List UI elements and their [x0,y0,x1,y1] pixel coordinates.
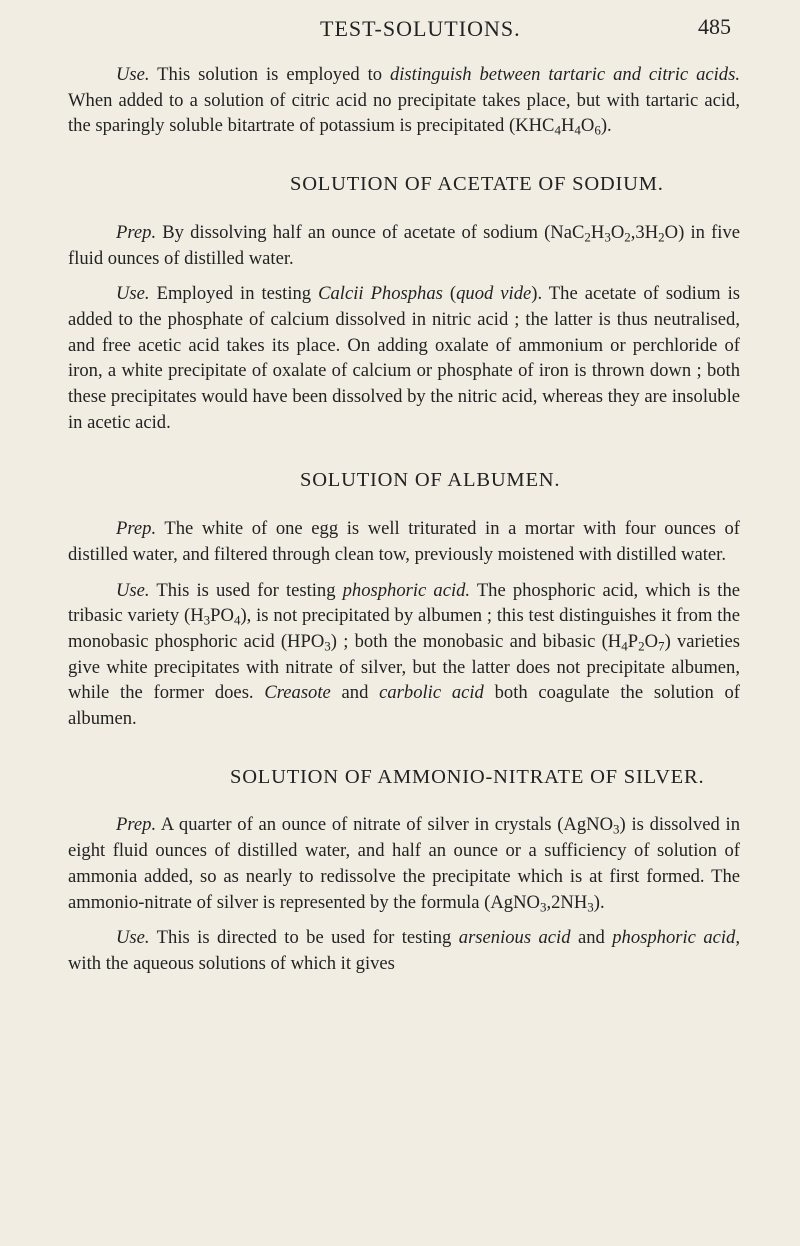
use-lead: Use. [116,64,150,85]
page-header [0,6,800,46]
section-heading-acetate: SOLUTION OF ACETATE OF SODIUM. [290,173,664,196]
intro-use-paragraph: Use. This solution is employed to distinguish between tartaric and citric acids. When added to a solution of citric acid no precipitate takes place, but with tartaric acid, the sparingly soluble bitartrate of potassium is precipitated $(KHC_4H_4O_6)$. [68,64,740,138]
albumen-use-paragraph: Use. This is used for testing phosphoric acid. The phosphoric acid, which is the tribasic variety $(H_3PO_4)$, is not precipitated by albumen ; this test distinguishes it from the monobasic phosphoric acid $(HPO_3)$ ; both the monobasic and bibasic $(H_4P_2O_7)$ varieties give white precipitates with nitrate of silver, but the latter does not precipitate albumen, while the former does. Creasote and carbolic acid both coagulate the solution of albumen. [68,579,741,730]
acetate-use-paragraph: Use. Employed in testing Calcii Phosphas (quod vide). The acetate of sodium is added to the phosphate of calcium dissolved in nitric acid ; the latter is thus neutralised, and free acetic acid takes its place. On adding oxalate of ammonium or perchloride of iron, a white precipitate of oxalate of calcium or phosphate of iron is thrown down ; both these precipitates would have been dissolved by the nitric acid, whereas they are insoluble in acetic acid. [68,283,740,433]
section-heading-ammonio-nitrate: SOLUTION OF AMMONIO-NITRATE OF SILVER. [230,765,705,788]
acetate-prep-paragraph: Prep. By dissolving half an ounce of acetate of sodium $(NaC_2H_3O_2,3H_2O)$ in five fluid ounces of distilled water. [68,221,740,269]
silver-use-paragraph: Use. This is directed to be used for testing arsenious acid and phosphoric acid, with the aqueous solutions of which it gives [68,927,740,974]
page-body [68,62,740,977]
running-title: TEST-SOLUTIONS. [320,16,521,41]
albumen-prep-paragraph: Prep. The white of one egg is well triturated in a mortar with four ounces of distilled water, and filtered through clean tow, previously moistened with distilled water. [68,518,740,565]
page-number: 485 [698,14,731,39]
silver-prep-paragraph: Prep. A quarter of an ounce of nitrate of silver in crystals (AgNO$_3$) is dissolved in eight fluid ounces of distilled water, and half an ounce or a sufficiency of solution of ammonia added, so as nearly to redissolve the precipitate which is at first formed. The ammonio-nitrate of silver is represented by the formula $(AgNO_3,2NH_3)$. [68,814,740,914]
section-heading-albumen: SOLUTION OF ALBUMEN. [300,469,561,492]
